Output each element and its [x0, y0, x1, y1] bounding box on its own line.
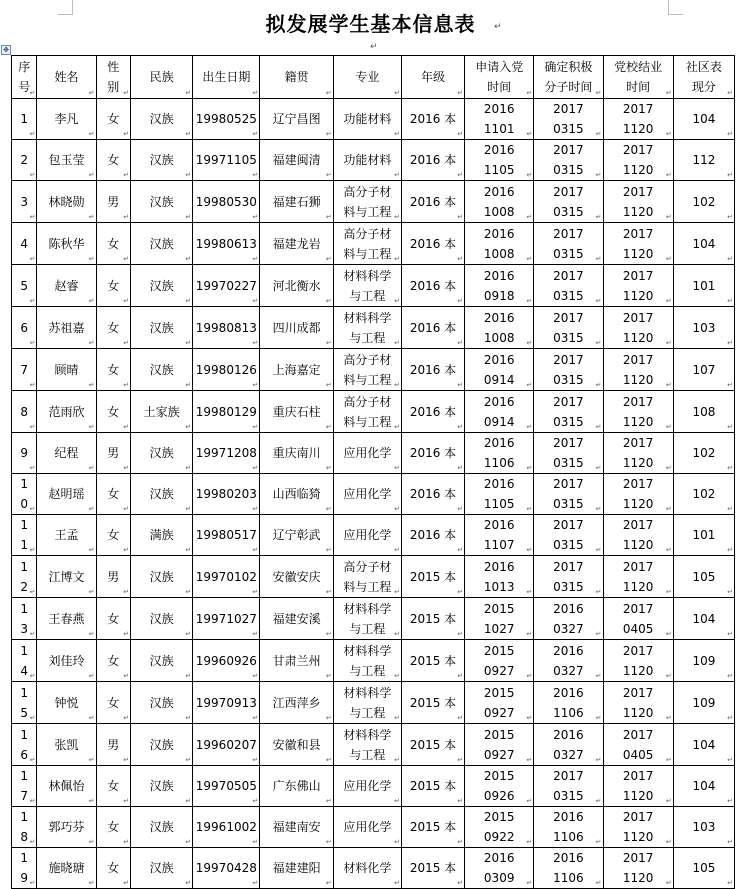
cell-name: 张凯 ↵ [37, 724, 96, 766]
cell-gender: 女 ↵ [96, 474, 131, 515]
cell-birth-date: 19980129 ↵ [193, 391, 260, 433]
cell-application-date: 2016 1105 ↵ [465, 140, 534, 181]
cell-major: 应用化学 ↵ [333, 766, 401, 807]
cell-activist-date: 2016 1106 ↵ [534, 848, 603, 889]
cell-birth-date: 19970102 ↵ [193, 556, 260, 598]
student-info-table [11, 55, 735, 889]
cell-ethnicity: 汉族 ↵ [131, 474, 193, 515]
cell-activist-date: 2017 0315 ↵ [534, 307, 603, 349]
cell-native-place: 江西萍乡 ↵ [260, 682, 333, 724]
table-row [12, 848, 735, 889]
cell-name: 范雨欣 ↵ [37, 391, 96, 433]
cell-ethnicity: 汉族 ↵ [131, 223, 193, 265]
cell-activist-date: 2017 0315 ↵ [534, 515, 603, 556]
cell-ethnicity: 汉族 ↵ [131, 598, 193, 640]
cell-birth-date: 19961002 ↵ [193, 807, 260, 848]
cell-activist-date: 2017 0315 ↵ [534, 433, 603, 474]
cell-party-school-date: 2017 1120 ↵ [603, 556, 673, 598]
cell-birth-date: 19970227 ↵ [193, 265, 260, 307]
cell-birth-date: 19971105 ↵ [193, 140, 260, 181]
cell-gender: 女 ↵ [96, 682, 131, 724]
cell-ethnicity: 汉族 ↵ [131, 766, 193, 807]
table-row [12, 223, 735, 265]
cell-index: 1 3 ↵ [12, 598, 37, 640]
cell-ethnicity: 汉族 ↵ [131, 140, 193, 181]
cell-ethnicity: 汉族 ↵ [131, 99, 193, 140]
cell-grade: 2016 本 ↵ [401, 433, 464, 474]
table-row [12, 556, 735, 598]
cell-native-place: 福建龙岩 ↵ [260, 223, 333, 265]
header-activist-date: 确定积极 分子时间 ↵ [534, 56, 603, 99]
cell-ethnicity: 汉族 ↵ [131, 433, 193, 474]
cell-native-place: 辽宁昌图 ↵ [260, 99, 333, 140]
table-row [12, 474, 735, 515]
cell-application-date: 2016 1107 ↵ [465, 515, 534, 556]
cell-index: 8 ↵ [12, 391, 37, 433]
cell-application-date: 2016 1106 ↵ [465, 433, 534, 474]
cell-name: 江博文 ↵ [37, 556, 96, 598]
cell-grade: 2016 本 ↵ [401, 223, 464, 265]
cell-major: 应用化学 ↵ [333, 474, 401, 515]
cell-grade: 2016 本 ↵ [401, 474, 464, 515]
cell-birth-date: 19980613 ↵ [193, 223, 260, 265]
cell-party-school-date: 2017 1120 ↵ [603, 99, 673, 140]
cell-ethnicity: 汉族 ↵ [131, 265, 193, 307]
table-row [12, 391, 735, 433]
header-gender: 性 别 ↵ [96, 56, 131, 99]
paragraph-mark: ↵ [370, 42, 378, 52]
cell-application-date: 2015 1027 ↵ [465, 598, 534, 640]
cell-community-score: 101 ↵ [673, 515, 734, 556]
cell-community-score: 104 ↵ [673, 724, 734, 766]
table-row [12, 598, 735, 640]
cell-major: 应用化学 ↵ [333, 515, 401, 556]
cell-native-place: 福建南安 ↵ [260, 807, 333, 848]
cell-activist-date: 2017 0315 ↵ [534, 181, 603, 223]
cell-activist-date: 2016 0327 ↵ [534, 724, 603, 766]
cell-party-school-date: 2017 1120 ↵ [603, 140, 673, 181]
cell-name: 钟悦 ↵ [37, 682, 96, 724]
cell-name: 刘佳玲 ↵ [37, 640, 96, 682]
cell-major: 材料科学 与工程 ↵ [333, 598, 401, 640]
cell-activist-date: 2017 0315 ↵ [534, 766, 603, 807]
cell-application-date: 2016 0309 ↵ [465, 848, 534, 889]
cell-gender: 女 ↵ [96, 807, 131, 848]
cell-native-place: 福建安溪 ↵ [260, 598, 333, 640]
cell-gender: 男 ↵ [96, 181, 131, 223]
cell-grade: 2016 本 ↵ [401, 265, 464, 307]
cell-community-score: 104 ↵ [673, 766, 734, 807]
cell-grade: 2016 本 ↵ [401, 307, 464, 349]
paragraph-mark: ↵ [494, 22, 502, 32]
cell-community-score: 105 ↵ [673, 848, 734, 889]
cell-native-place: 上海嘉定 ↵ [260, 349, 333, 391]
cell-name: 林佩怡 ↵ [37, 766, 96, 807]
cell-grade: 2016 本 ↵ [401, 391, 464, 433]
cell-name: 陈秋华 ↵ [37, 223, 96, 265]
cell-activist-date: 2017 0315 ↵ [534, 99, 603, 140]
cell-party-school-date: 2017 1120 ↵ [603, 515, 673, 556]
table-row [12, 682, 735, 724]
cell-major: 功能材料 ↵ [333, 140, 401, 181]
cell-activist-date: 2017 0315 ↵ [534, 223, 603, 265]
cell-major: 材料科学 与工程 ↵ [333, 307, 401, 349]
cell-gender: 女 ↵ [96, 766, 131, 807]
cell-index: 2 ↵ [12, 140, 37, 181]
header-community-score: 社区表 现分 ↵ [673, 56, 734, 99]
cell-party-school-date: 2017 1120 ↵ [603, 223, 673, 265]
cell-birth-date: 19970913 ↵ [193, 682, 260, 724]
cell-community-score: 103 ↵ [673, 307, 734, 349]
cell-native-place: 福建石狮 ↵ [260, 181, 333, 223]
cell-party-school-date: 2017 1120 ↵ [603, 766, 673, 807]
cell-party-school-date: 2017 1120 ↵ [603, 807, 673, 848]
cell-ethnicity: 汉族 ↵ [131, 556, 193, 598]
cell-ethnicity: 汉族 ↵ [131, 682, 193, 724]
cell-grade: 2015 本 ↵ [401, 682, 464, 724]
cell-community-score: 101 ↵ [673, 265, 734, 307]
cell-native-place: 山西临猗 ↵ [260, 474, 333, 515]
cell-community-score: 102 ↵ [673, 433, 734, 474]
cell-gender: 女 ↵ [96, 265, 131, 307]
cell-activist-date: 2017 0315 ↵ [534, 140, 603, 181]
cell-major: 高分子材 料与工程 ↵ [333, 349, 401, 391]
cell-ethnicity: 满族 ↵ [131, 515, 193, 556]
table-move-handle-icon[interactable]: ✥ [1, 45, 11, 55]
cell-name: 林晓勋 ↵ [37, 181, 96, 223]
table-header-row [12, 56, 735, 99]
cell-community-score: 103 ↵ [673, 807, 734, 848]
cell-gender: 女 ↵ [96, 307, 131, 349]
cell-ethnicity: 汉族 ↵ [131, 724, 193, 766]
cell-native-place: 广东佛山 ↵ [260, 766, 333, 807]
cell-gender: 女 ↵ [96, 391, 131, 433]
cell-major: 材料科学 与工程 ↵ [333, 640, 401, 682]
cell-native-place: 甘肃兰州 ↵ [260, 640, 333, 682]
table-row [12, 515, 735, 556]
cell-major: 高分子材 料与工程 ↵ [333, 391, 401, 433]
cell-application-date: 2015 0927 ↵ [465, 640, 534, 682]
cell-name: 纪程 ↵ [37, 433, 96, 474]
cell-gender: 女 ↵ [96, 140, 131, 181]
cell-gender: 男 ↵ [96, 724, 131, 766]
cell-native-place: 辽宁彰武 ↵ [260, 515, 333, 556]
cell-grade: 2016 本 ↵ [401, 181, 464, 223]
cell-native-place: 重庆南川 ↵ [260, 433, 333, 474]
cell-name: 王春燕 ↵ [37, 598, 96, 640]
cell-name: 郭巧芬 ↵ [37, 807, 96, 848]
cell-ethnicity: 汉族 ↵ [131, 307, 193, 349]
table-row [12, 807, 735, 848]
cell-application-date: 2015 0927 ↵ [465, 724, 534, 766]
cell-birth-date: 19960926 ↵ [193, 640, 260, 682]
cell-party-school-date: 2017 1120 ↵ [603, 640, 673, 682]
cell-birth-date: 19970428 ↵ [193, 848, 260, 889]
cell-community-score: 109 ↵ [673, 682, 734, 724]
cell-name: 施晓瑭 ↵ [37, 848, 96, 889]
cell-native-place: 四川成都 ↵ [260, 307, 333, 349]
cell-name: 苏祖嘉 ↵ [37, 307, 96, 349]
table-row [12, 307, 735, 349]
cell-native-place: 河北衡水 ↵ [260, 265, 333, 307]
cell-gender: 女 ↵ [96, 515, 131, 556]
cell-native-place: 重庆石柱 ↵ [260, 391, 333, 433]
cell-grade: 2015 本 ↵ [401, 807, 464, 848]
cell-ethnicity: 汉族 ↵ [131, 181, 193, 223]
cell-community-score: 102 ↵ [673, 474, 734, 515]
cell-party-school-date: 2017 1120 ↵ [603, 433, 673, 474]
cell-gender: 女 ↵ [96, 640, 131, 682]
cell-ethnicity: 汉族 ↵ [131, 349, 193, 391]
cell-party-school-date: 2017 1120 ↵ [603, 181, 673, 223]
cell-gender: 女 ↵ [96, 223, 131, 265]
cell-activist-date: 2017 0315 ↵ [534, 349, 603, 391]
cell-community-score: 105 ↵ [673, 556, 734, 598]
cell-activist-date: 2016 1106 ↵ [534, 807, 603, 848]
cell-name: 赵明瑶 ↵ [37, 474, 96, 515]
header-index: 序 号 ↵ [12, 56, 37, 99]
cell-application-date: 2016 1008 ↵ [465, 307, 534, 349]
cell-index: 3 ↵ [12, 181, 37, 223]
cell-native-place: 安徽安庆 ↵ [260, 556, 333, 598]
cell-index: 7 ↵ [12, 349, 37, 391]
cell-application-date: 2016 1008 ↵ [465, 223, 534, 265]
cell-application-date: 2016 1101 ↵ [465, 99, 534, 140]
table-row [12, 349, 735, 391]
cell-activist-date: 2017 0315 ↵ [534, 474, 603, 515]
cell-party-school-date: 2017 0405 ↵ [603, 598, 673, 640]
cell-index: 5 ↵ [12, 265, 37, 307]
cell-index: 6 ↵ [12, 307, 37, 349]
cell-party-school-date: 2017 1120 ↵ [603, 307, 673, 349]
cell-gender: 女 ↵ [96, 848, 131, 889]
table-row [12, 433, 735, 474]
cell-application-date: 2016 0918 ↵ [465, 265, 534, 307]
cell-community-score: 108 ↵ [673, 391, 734, 433]
cell-application-date: 2015 0922 ↵ [465, 807, 534, 848]
cell-index: 4 ↵ [12, 223, 37, 265]
cell-community-score: 107 ↵ [673, 349, 734, 391]
cell-gender: 男 ↵ [96, 433, 131, 474]
cell-activist-date: 2017 0315 ↵ [534, 556, 603, 598]
table-row [12, 140, 735, 181]
table-row [12, 265, 735, 307]
cell-index: 1 1 ↵ [12, 515, 37, 556]
header-ethnicity: 民族 ↵ [131, 56, 193, 99]
cell-application-date: 2015 0927 ↵ [465, 682, 534, 724]
table-row [12, 640, 735, 682]
cell-party-school-date: 2017 1120 ↵ [603, 682, 673, 724]
cell-activist-date: 2016 0327 ↵ [534, 598, 603, 640]
cell-application-date: 2016 1105 ↵ [465, 474, 534, 515]
header-grade: 年级 ↵ [401, 56, 464, 99]
cell-grade: 2015 本 ↵ [401, 640, 464, 682]
header-birth-date: 出生日期 ↵ [193, 56, 260, 99]
cell-index: 1 7 ↵ [12, 766, 37, 807]
header-major: 专业 ↵ [333, 56, 401, 99]
cell-community-score: 112 ↵ [673, 140, 734, 181]
cell-index: 9 ↵ [12, 433, 37, 474]
header-application-date: 申请入党 时间 ↵ [465, 56, 534, 99]
header-party-school-date: 党校结业 时间 ↵ [603, 56, 673, 99]
cell-name: 王孟 ↵ [37, 515, 96, 556]
cell-birth-date: 19980813 ↵ [193, 307, 260, 349]
cell-major: 应用化学 ↵ [333, 433, 401, 474]
table-row [12, 724, 735, 766]
cell-community-score: 104 ↵ [673, 223, 734, 265]
cell-birth-date: 19971027 ↵ [193, 598, 260, 640]
cell-gender: 男 ↵ [96, 556, 131, 598]
header-name: 姓名 ↵ [37, 56, 96, 99]
cell-major: 高分子材 料与工程 ↵ [333, 223, 401, 265]
cell-activist-date: 2016 0327 ↵ [534, 640, 603, 682]
cell-activist-date: 2016 1106 ↵ [534, 682, 603, 724]
cell-birth-date: 19980525 ↵ [193, 99, 260, 140]
cell-party-school-date: 2017 1120 ↵ [603, 474, 673, 515]
cell-index: 1 2 ↵ [12, 556, 37, 598]
cell-index: 1 9 ↵ [12, 848, 37, 889]
cell-birth-date: 19970505 ↵ [193, 766, 260, 807]
cell-index: 1 5 ↵ [12, 682, 37, 724]
cell-grade: 2016 本 ↵ [401, 99, 464, 140]
cell-community-score: 102 ↵ [673, 181, 734, 223]
cell-application-date: 2016 0914 ↵ [465, 349, 534, 391]
cell-birth-date: 19960207 ↵ [193, 724, 260, 766]
cell-gender: 女 ↵ [96, 99, 131, 140]
cell-index: 1 0 ↵ [12, 474, 37, 515]
cell-native-place: 安徽和县 ↵ [260, 724, 333, 766]
cell-major: 功能材料 ↵ [333, 99, 401, 140]
cell-grade: 2015 本 ↵ [401, 848, 464, 889]
cell-ethnicity: 汉族 ↵ [131, 807, 193, 848]
cell-birth-date: 19980126 ↵ [193, 349, 260, 391]
cell-major: 应用化学 ↵ [333, 807, 401, 848]
header-native-place: 籍贯 ↵ [260, 56, 333, 99]
cell-major: 高分子材 料与工程 ↵ [333, 181, 401, 223]
cell-gender: 女 ↵ [96, 349, 131, 391]
cell-grade: 2016 本 ↵ [401, 349, 464, 391]
cell-grade: 2015 本 ↵ [401, 598, 464, 640]
cell-index: 1 ↵ [12, 99, 37, 140]
cell-ethnicity: 汉族 ↵ [131, 848, 193, 889]
cell-birth-date: 19980517 ↵ [193, 515, 260, 556]
cell-grade: 2015 本 ↵ [401, 766, 464, 807]
cell-party-school-date: 2017 0405 ↵ [603, 724, 673, 766]
cell-major: 材料科学 与工程 ↵ [333, 265, 401, 307]
cell-birth-date: 19980203 ↵ [193, 474, 260, 515]
cell-application-date: 2016 1013 ↵ [465, 556, 534, 598]
cell-party-school-date: 2017 1120 ↵ [603, 391, 673, 433]
document-title: 拟发展学生基本信息表 [265, 12, 476, 36]
cell-party-school-date: 2017 1120 ↵ [603, 848, 673, 889]
cell-name: 赵睿 ↵ [37, 265, 96, 307]
cell-index: 1 6 ↵ [12, 724, 37, 766]
cell-birth-date: 19980530 ↵ [193, 181, 260, 223]
cell-community-score: 109 ↵ [673, 640, 734, 682]
cell-native-place: 福建闽清 ↵ [260, 140, 333, 181]
cell-major: 材料科学 与工程 ↵ [333, 724, 401, 766]
cell-community-score: 104 ↵ [673, 598, 734, 640]
cell-birth-date: 19971208 ↵ [193, 433, 260, 474]
table-row [12, 181, 735, 223]
cell-major: 材料科学 与工程 ↵ [333, 682, 401, 724]
cell-ethnicity: 土家族 ↵ [131, 391, 193, 433]
cell-grade: 2016 本 ↵ [401, 140, 464, 181]
cell-index: 1 4 ↵ [12, 640, 37, 682]
cell-name: 顾晴 ↵ [37, 349, 96, 391]
cell-grade: 2016 本 ↵ [401, 515, 464, 556]
cell-activist-date: 2017 0315 ↵ [534, 265, 603, 307]
cell-community-score: 104 ↵ [673, 99, 734, 140]
cell-major: 材料化学 ↵ [333, 848, 401, 889]
cell-native-place: 福建建阳 ↵ [260, 848, 333, 889]
cell-application-date: 2016 1008 ↵ [465, 181, 534, 223]
cell-grade: 2015 本 ↵ [401, 556, 464, 598]
cell-major: 高分子材 料与工程 ↵ [333, 556, 401, 598]
cell-ethnicity: 汉族 ↵ [131, 640, 193, 682]
cell-name: 李凡 ↵ [37, 99, 96, 140]
cell-gender: 女 ↵ [96, 598, 131, 640]
table-row [12, 99, 735, 140]
cell-application-date: 2016 0914 ↵ [465, 391, 534, 433]
cell-activist-date: 2017 0315 ↵ [534, 391, 603, 433]
table-row [12, 766, 735, 807]
cell-grade: 2015 本 ↵ [401, 724, 464, 766]
cell-name: 包玉莹 ↵ [37, 140, 96, 181]
cell-application-date: 2015 0926 ↵ [465, 766, 534, 807]
cell-party-school-date: 2017 1120 ↵ [603, 265, 673, 307]
cell-party-school-date: 2017 1120 ↵ [603, 349, 673, 391]
cell-index: 1 8 ↵ [12, 807, 37, 848]
